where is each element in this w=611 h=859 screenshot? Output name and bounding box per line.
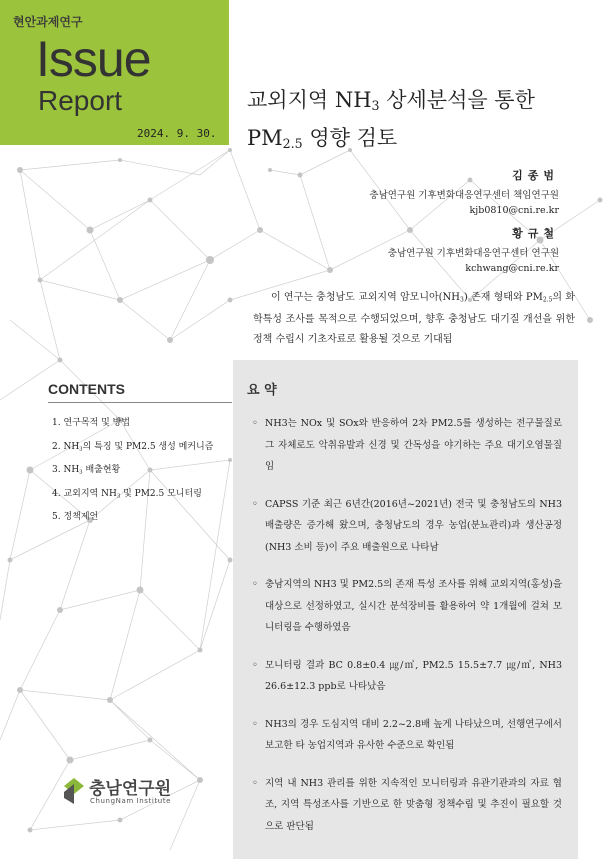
institute-logo-subtitle: ChungNam Institute — [90, 797, 172, 805]
toc-item[interactable]: 3. $NH_3$ 배출현황 — [52, 465, 121, 476]
toc-item[interactable]: 5. 정책제언 — [52, 512, 99, 522]
summary-item: ◦ NH3는 NOx 및 SOx와 반응하여 2차 PM2.5를 생성하는 전구물질로 그 자체로도 악취유발과 신경 및 간독성을 야기하는 주요 대기오염물질 임 — [252, 413, 562, 478]
report-title-line-1: 교외지역 $NH_3$ 상세분석을 통한 — [247, 88, 535, 114]
table-of-contents — [52, 416, 213, 534]
author-block-1 — [369, 168, 559, 218]
series-label: 현안과제연구 — [13, 15, 83, 29]
contents-divider — [48, 402, 232, 403]
abstract-text: 이 연구는 충청남도 교외지역 암모니아$(NH_3)$ 존재 형태와 $PM_{2.5}$의 화학특성 조사를 목적으로 수행되었으며, 향후 충청남도 대기질 개선을 위한 정책 수립시 기초자료로 활용될 것으로 기대됨 — [253, 292, 575, 345]
chungnam-logo-icon — [62, 772, 86, 806]
author-affiliation: 충남연구원 기후변화대응연구센터 연구원 — [387, 248, 559, 259]
contents-heading: CONTENTS — [48, 381, 125, 397]
summary-item: ◦ 충남지역의 NH3 및 PM2.5의 존재 특성 조사를 위해 교외지역(홍성)을 대상으로 선정하였고, 실시간 분석장비를 활용하여 약 1개월에 걸쳐 모니터링을 수행하였음 — [252, 574, 562, 639]
summary-item: ◦ 지역 내 NH3 관리를 위한 지속적인 모니터링과 유관기관과의 자료 협조, 지역 특성조사를 기반으로 한 맞춤형 정책수립 및 추진이 필요할 것으로 판단됨 — [252, 773, 562, 838]
summary-item: ◦ NH3의 경우 도심지역 대비 2.2~2.8배 높게 나타났으며, 선행연구에서 보고한 타 농업지역과 유사한 수준으로 확인됨 — [252, 714, 562, 757]
summary-item: ◦ 모니터링 결과 BC 0.8±0.4 ㎍/㎥, PM2.5 15.5±7.7 ㎍/㎥, NH3 26.6±12.3 ppb로 나타났음 — [252, 655, 562, 698]
toc-item[interactable]: 2. $NH_3$의 특징 및 PM2.5 생성 메커니즘 — [52, 441, 214, 452]
summary-list — [252, 413, 562, 853]
summary-heading: 요 약 — [247, 383, 277, 398]
summary-item: ◦ CAPSS 기준 최근 6년간(2016년~2021년) 전국 및 충청남도의 NH3 배출량은 증가해 왔으며, 충청남도의 경우 농업(분뇨관리)과 생산공정(NH3 소비 등)이 주요 배출원으로 나타남 — [252, 494, 562, 559]
toc-item[interactable]: 1. 연구목적 및 방법 — [52, 418, 131, 428]
author-email[interactable]: kchwang@cni.re.kr — [465, 263, 559, 274]
institute-logo-name: 충남연구원 — [89, 779, 172, 799]
issue-wordmark: Issue — [36, 31, 151, 87]
author-name: 황규철 — [512, 227, 559, 240]
author-affiliation: 충남연구원 기후변화대응연구센터 책임연구원 — [369, 190, 559, 201]
author-name: 김종범 — [512, 169, 559, 182]
report-title-line-2: $PM_{2.5}$ 영향 검토 — [247, 126, 398, 152]
toc-item[interactable]: 4. 교외지역 $NH_3$ 및 PM2.5 모니터링 — [52, 488, 202, 499]
publication-date: 2024. 9. 30. — [137, 127, 217, 140]
author-block-2 — [388, 226, 559, 276]
report-wordmark: Report — [38, 85, 123, 116]
author-email[interactable]: kjb0810@cni.re.kr — [469, 205, 559, 216]
